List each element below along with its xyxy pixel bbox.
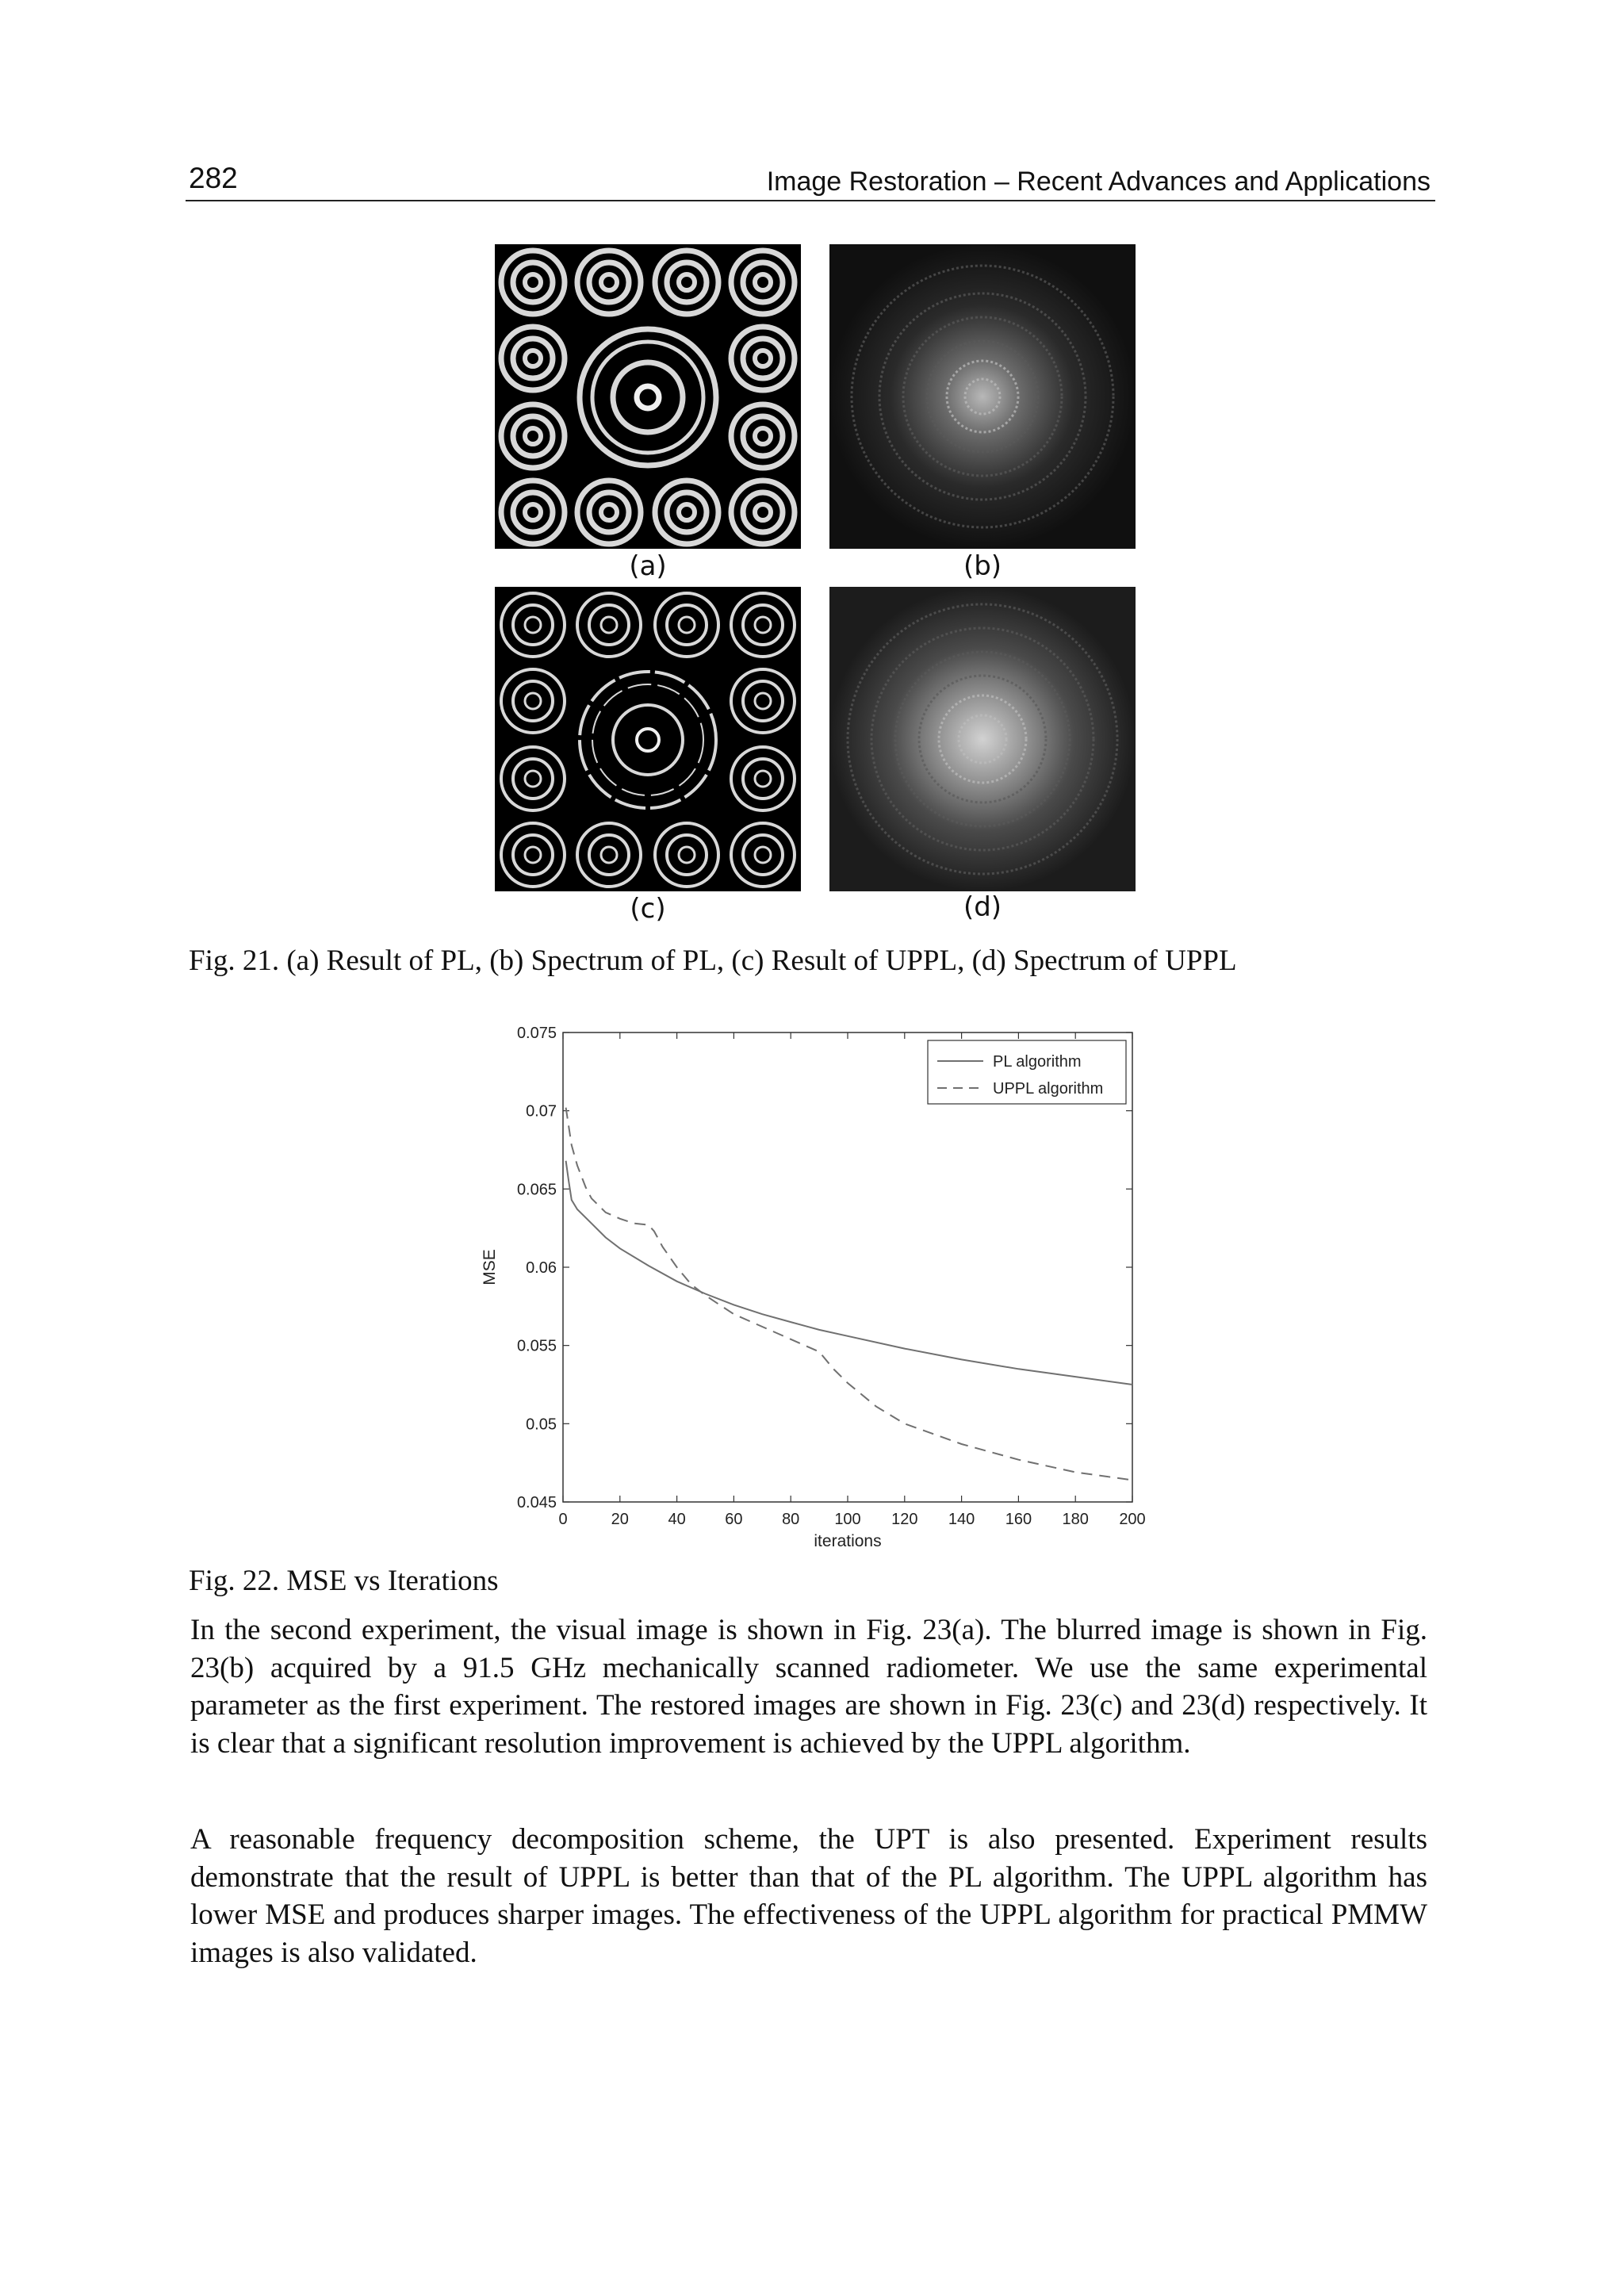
x-axis-label: iterations xyxy=(814,1532,882,1550)
ring-motif xyxy=(731,823,795,887)
ring-motif xyxy=(577,593,641,657)
ring-motif xyxy=(731,251,795,314)
y-tick-label: 0.075 xyxy=(516,1025,557,1042)
page-header xyxy=(186,159,1435,201)
legend-label: UPPL algorithm xyxy=(993,1080,1104,1098)
page-number: 282 xyxy=(189,162,238,194)
x-tick-label: 180 xyxy=(1062,1511,1089,1528)
ring-motif xyxy=(731,669,795,733)
ring-motif xyxy=(655,593,718,657)
x-tick-label: 200 xyxy=(1119,1511,1146,1528)
figure-21-label-b: (b) xyxy=(963,550,1002,582)
ring-motif xyxy=(731,481,795,544)
x-tick-label: 20 xyxy=(611,1511,629,1528)
y-tick-label: 0.06 xyxy=(526,1259,557,1277)
ring-motif xyxy=(501,823,565,887)
ring-motif xyxy=(655,251,718,314)
y-tick-label: 0.045 xyxy=(516,1494,557,1511)
y-tick-label: 0.065 xyxy=(516,1181,557,1199)
mse-chart xyxy=(476,1015,1174,1562)
figure-21-caption: Fig. 21. (a) Result of PL, (b) Spectrum of PL, (c) Result of UPPL, (d) Spectrum of UPPL xyxy=(189,944,1237,977)
y-tick-label: 0.05 xyxy=(526,1416,557,1434)
figure-21-panel-c-image xyxy=(495,587,801,891)
legend-label: PL algorithm xyxy=(993,1053,1082,1071)
x-tick-label: 40 xyxy=(668,1511,686,1528)
x-tick-label: 60 xyxy=(725,1511,743,1528)
body-paragraph: A reasonable frequency decomposition scheme, the UPT is also presented. Experiment results demonstrate that the result of UPPL is better than that of the PL algorithm. The UPPL algorithm has lower MSE and produces sharper images. The effectiveness of the UPPL algorithm for practical PMMW images is also validated. xyxy=(190,1823,1427,1969)
figure-21-panel-b-image xyxy=(829,244,1136,549)
ring-motif xyxy=(731,327,795,390)
ring-motif xyxy=(731,593,795,657)
x-tick-label: 80 xyxy=(782,1511,800,1528)
x-tick-label: 120 xyxy=(891,1511,918,1528)
x-tick-label: 0 xyxy=(558,1511,568,1528)
ring-motif xyxy=(577,823,641,887)
figure-21-panel-a-image xyxy=(495,244,801,549)
x-tick-label: 140 xyxy=(948,1511,975,1528)
central-ring-motif xyxy=(580,672,716,808)
ring-motif xyxy=(501,669,565,733)
ring-motif xyxy=(501,481,565,544)
figure-21-panel-d-image xyxy=(829,587,1136,891)
running-title: Image Restoration – Recent Advances and Applications xyxy=(766,167,1431,197)
ring-motif xyxy=(501,593,565,657)
ring-motif xyxy=(731,404,795,468)
ring-motif xyxy=(501,327,565,390)
y-tick-label: 0.055 xyxy=(516,1337,557,1355)
y-axis-label: MSE xyxy=(481,1249,499,1285)
central-ring-motif xyxy=(580,329,716,465)
y-tick-label: 0.07 xyxy=(526,1102,557,1121)
ring-motif xyxy=(731,747,795,810)
ring-motif xyxy=(577,251,641,314)
ring-motif xyxy=(501,251,565,314)
ring-motif xyxy=(577,481,641,544)
series-line-uppl xyxy=(566,1108,1132,1481)
figure-22-caption: Fig. 22. MSE vs Iterations xyxy=(189,1565,499,1597)
series-line-pl xyxy=(566,1161,1132,1385)
figure-21-label-d: (d) xyxy=(963,891,1002,923)
x-tick-label: 100 xyxy=(834,1511,861,1528)
figure-21-label-c: (c) xyxy=(630,893,666,925)
ring-motif xyxy=(655,823,718,887)
ring-motif xyxy=(501,404,565,468)
body-paragraph: In the second experiment, the visual image is shown in Fig. 23(a). The blurred image is shown in Fig. 23(b) acquired by a 91.5 GHz mechanically scanned radiometer. We use the same experimental parameter as the first experiment. The restored images are shown in Fig. 23(c) and 23(d) respectively. It is clear that a significant resolution improvement is achieved by the UPPL algorithm. xyxy=(190,1614,1427,1760)
ring-motif xyxy=(501,747,565,810)
figure-21-label-a: (a) xyxy=(629,550,667,582)
x-tick-label: 160 xyxy=(1005,1511,1032,1528)
ring-motif xyxy=(655,481,718,544)
